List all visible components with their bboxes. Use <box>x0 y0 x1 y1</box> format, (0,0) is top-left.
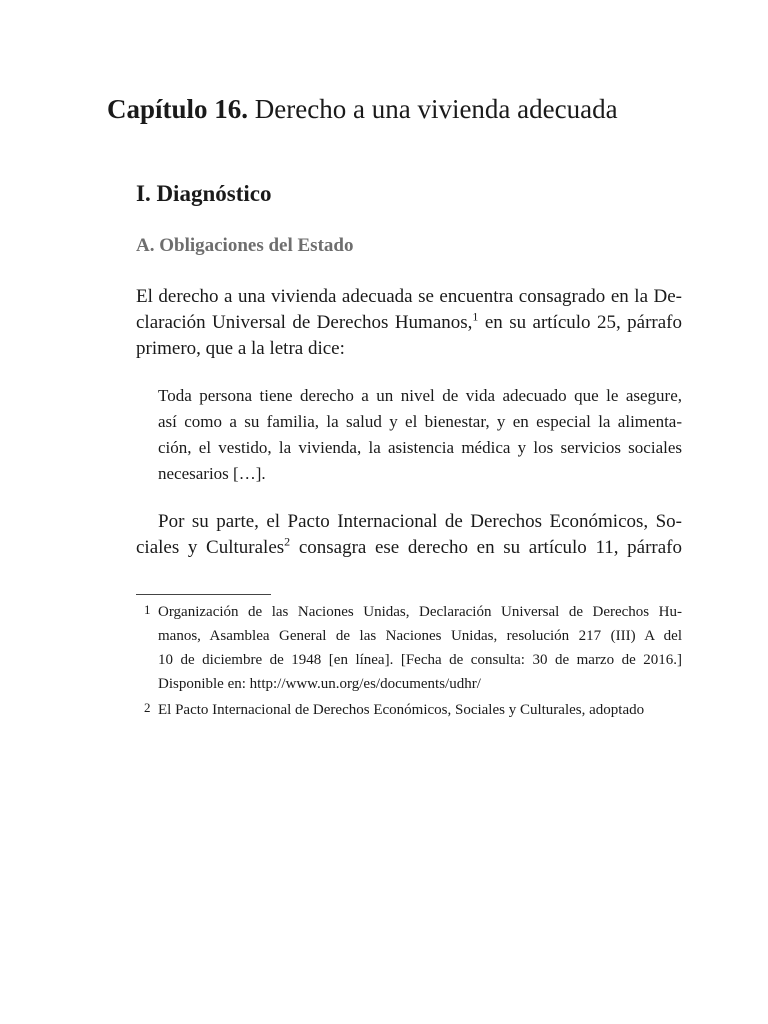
paragraph-line-start: claración Universal de Derechos Humanos, <box>136 312 473 333</box>
footnote-line: 10 de diciembre de 1948 [en línea]. [Fecha de consulta: 30 de marzo de 2016.] <box>158 652 682 668</box>
paragraph-line-with-ref <box>136 310 682 336</box>
paragraph-line-start: ciales y Culturales <box>136 537 285 558</box>
chapter-title <box>107 92 618 126</box>
section-heading: I. Diagnóstico <box>136 181 272 206</box>
footnote-line: El Pacto Internacional de Derechos Económicos, Sociales y Culturales, adoptado <box>158 702 645 718</box>
paragraph-line: El derecho a una vivienda adecuada se encuentra consagrado en la De- <box>136 286 682 307</box>
footnote-marker: 1 <box>144 602 151 617</box>
paragraph-line: primero, que a la letra dice: <box>136 338 345 359</box>
footnote-body <box>158 600 682 696</box>
body-paragraph-1 <box>136 284 682 362</box>
footnote-line: Organización de las Naciones Unidas, Declaración Universal de Derechos Hu- <box>158 604 682 620</box>
footnote-2 <box>136 698 682 722</box>
footnote-ref-2[interactable]: 2 <box>284 534 291 549</box>
block-quote <box>158 383 682 487</box>
paragraph-line-end: consagra ese derecho en su artículo 11, párrafo <box>298 537 682 558</box>
footnote-separator <box>136 594 271 595</box>
footnote-marker: 2 <box>144 700 151 715</box>
footnote-link-line[interactable]: Disponible en: http://www.un.org/es/documents/udhr/ <box>158 676 481 692</box>
quote-line: ción, el vestido, la vivienda, la asistencia médica y los servicios sociales <box>158 438 682 457</box>
paragraph-line: Por su parte, el Pacto Internacional de Derechos Económicos, So- <box>158 511 682 532</box>
body-paragraph-2 <box>136 509 682 561</box>
chapter-number: Capítulo 16. <box>107 94 249 124</box>
footnotes <box>136 600 682 724</box>
footnote-1 <box>136 600 682 696</box>
quote-line: Toda persona tiene derecho a un nivel de vida adecuado que le asegure, <box>158 386 682 405</box>
footnote-ref-1[interactable]: 1 <box>472 309 479 324</box>
quote-line: necesarios […]. <box>158 464 266 483</box>
paragraph-line-with-ref <box>136 535 682 561</box>
chapter-title-text: Derecho a una vivienda adecuada <box>254 94 618 124</box>
quote-line: así como a su familia, la salud y el bienestar, y en especial la alimenta- <box>158 412 682 431</box>
footnote-body <box>158 698 682 722</box>
paragraph-line-end: en su artículo 25, párrafo <box>484 312 682 333</box>
subsection-heading: A. Obligaciones del Estado <box>136 235 354 256</box>
footnote-line: manos, Asamblea General de las Naciones Unidas, resolución 217 (III) A del <box>158 628 682 644</box>
